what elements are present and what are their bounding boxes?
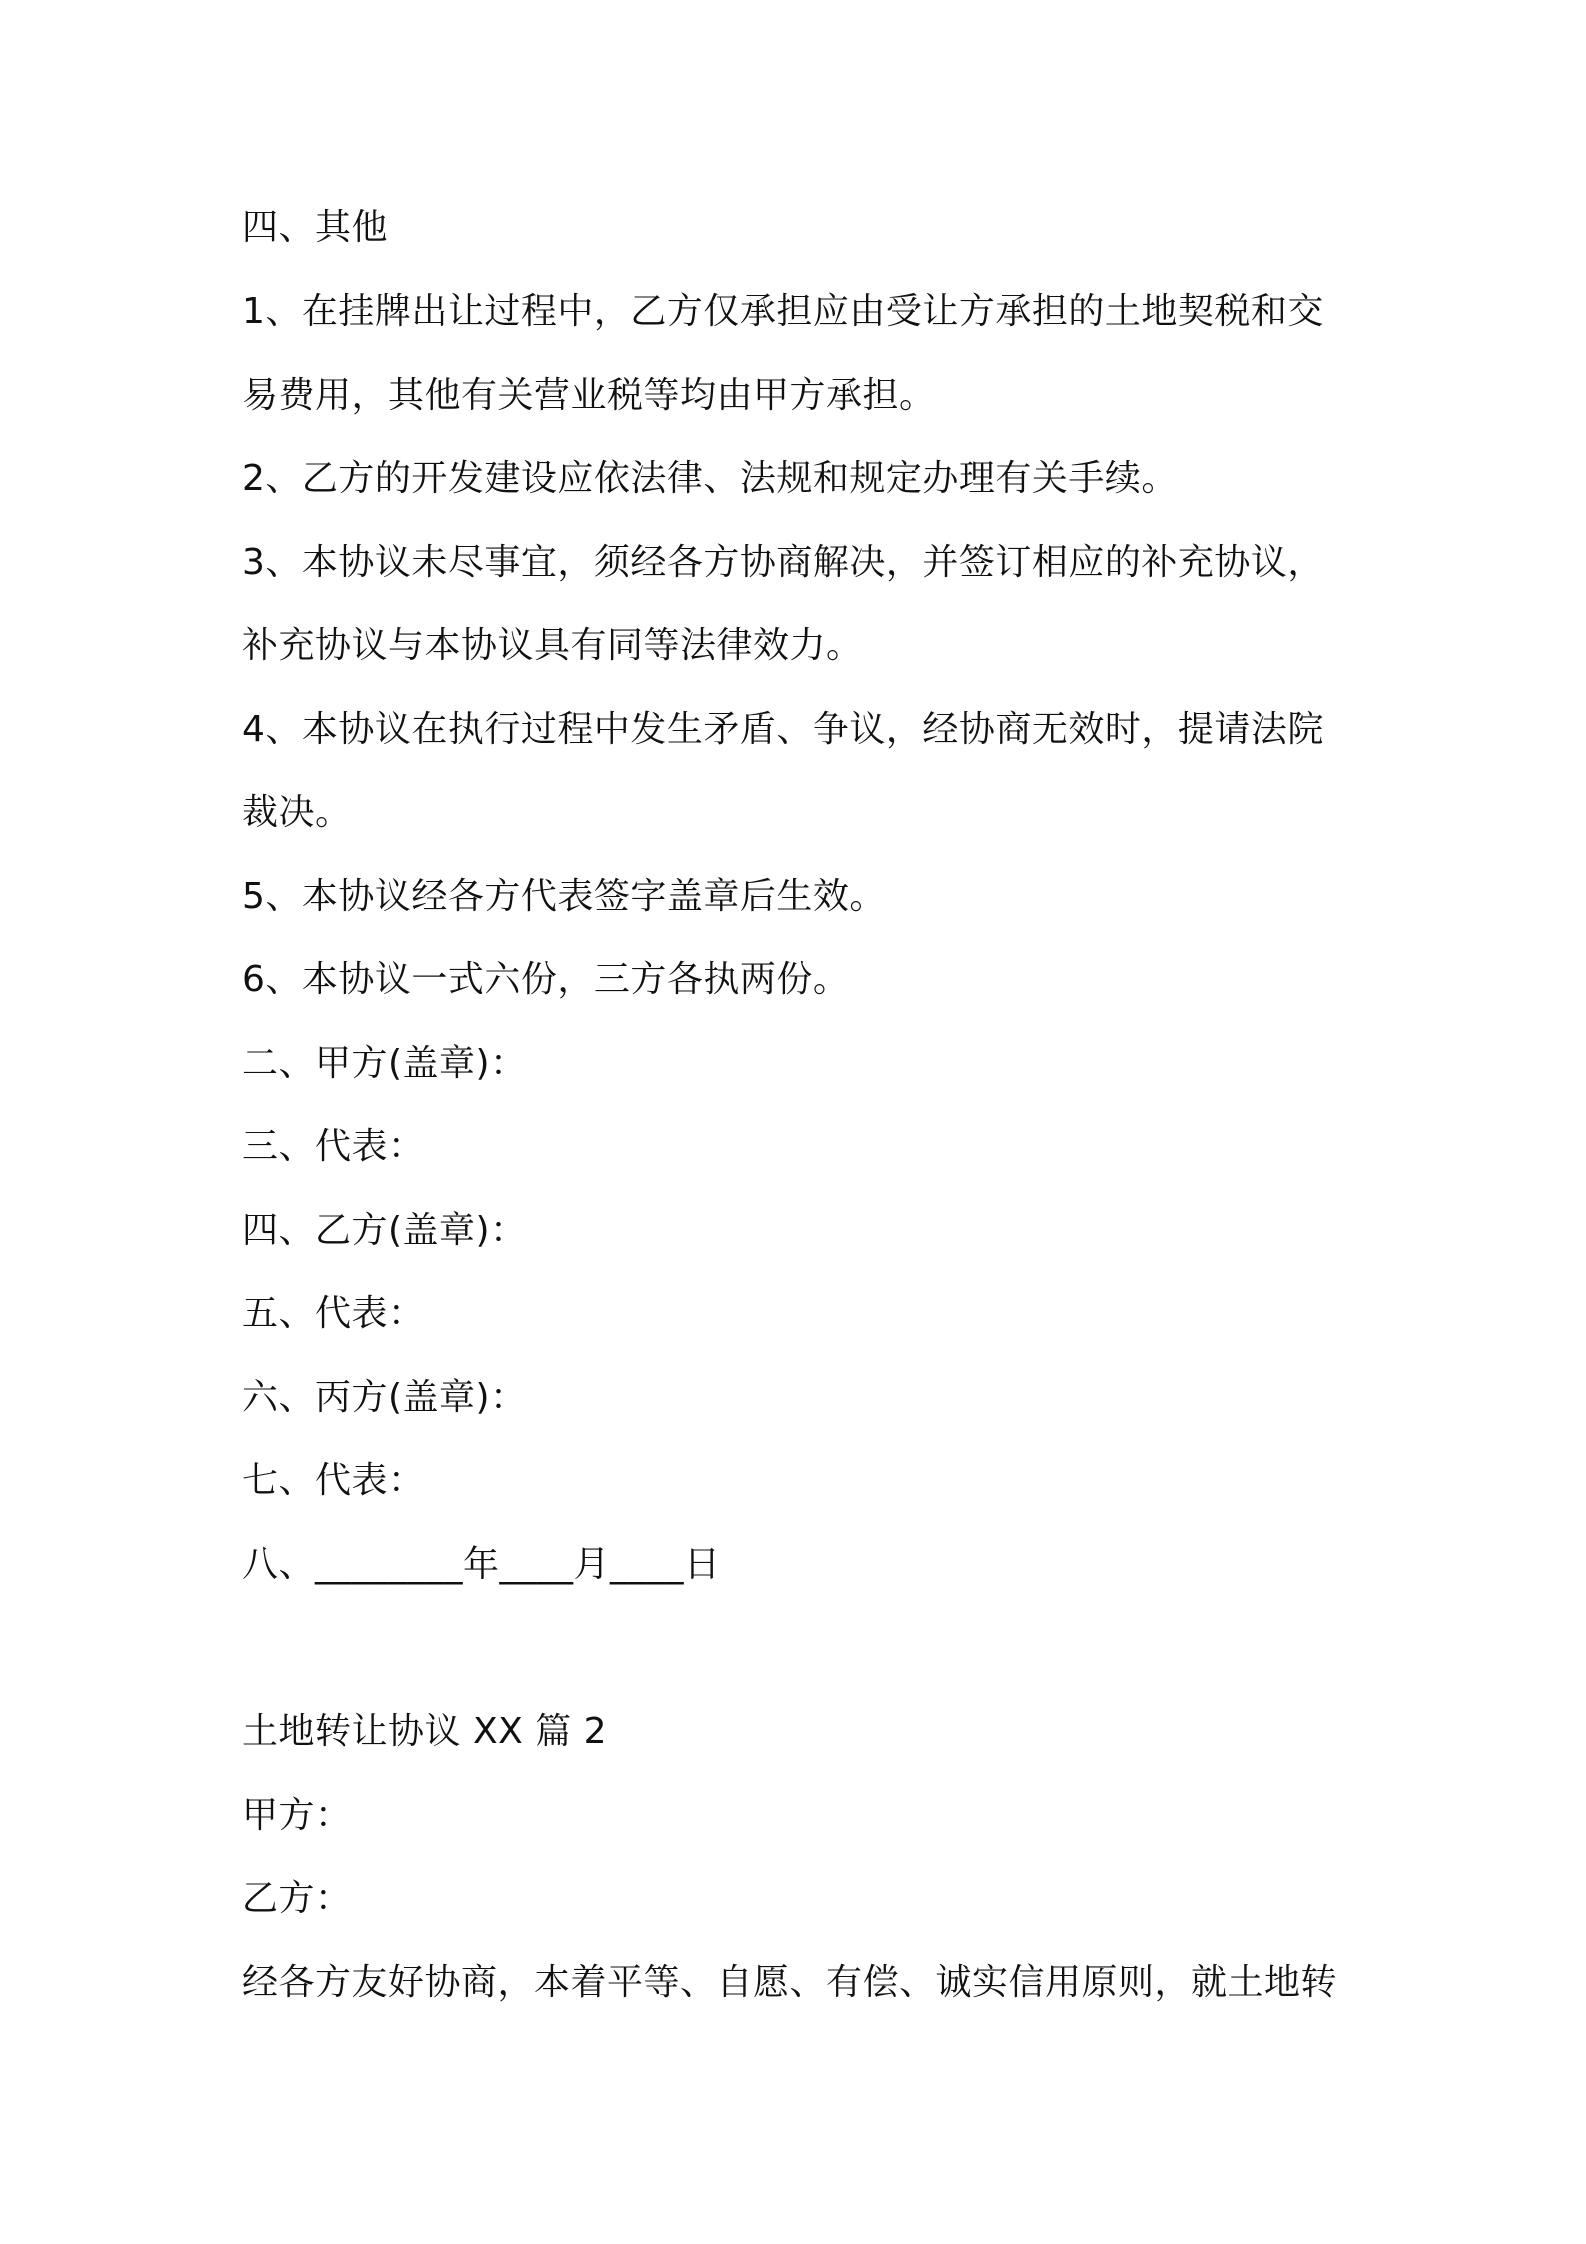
paragraph-line: 易费用，其他有关营业税等均由甲方承担。 [242,375,936,416]
paragraph-line: 补充协议与本协议具有同等法律效力。 [242,625,863,666]
paragraph-line: 5、本协议经各方代表签字盖章后生效。 [242,876,886,917]
signature-rep-a: 三、代表： [242,1126,425,1167]
paragraph-line: 2、乙方的开发建设应依法律、法规和规定办理有关手续。 [242,458,1178,499]
party-b-label: 乙方： [242,1878,352,1919]
paragraph-line: 3、本协议未尽事宜，须经各方协商解决，并签订相应的补充协议， [242,542,1324,583]
intro-paragraph: 经各方友好协商，本着平等、自愿、有偿、诚实信用原则，就土地转 [242,1962,1338,2003]
paragraph-line: 6、本协议一式六份，三方各执两份。 [242,959,850,1000]
section-title: 土地转让协议 XX 篇 2 [242,1711,608,1752]
party-a-label: 甲方： [242,1795,352,1836]
signature-party-a: 二、甲方(盖章)： [242,1043,527,1084]
signature-party-b: 四、乙方(盖章)： [242,1210,527,1251]
paragraph-line: 4、本协议在执行过程中发生矛盾、争议，经协商无效时，提请法院 [242,709,1324,750]
section-heading: 四、其他 [242,207,389,248]
paragraph-line: 裁决。 [242,792,352,833]
paragraph-line: 1、在挂牌出让过程中，乙方仅承担应由受让方承担的土地契税和交 [242,291,1324,332]
signature-rep-b: 五、代表： [242,1293,425,1334]
signature-rep-c: 七、代表： [242,1460,425,1501]
signature-party-c: 六、丙方(盖章)： [242,1377,527,1418]
signature-date: 八、________年____月____日 [242,1544,721,1585]
